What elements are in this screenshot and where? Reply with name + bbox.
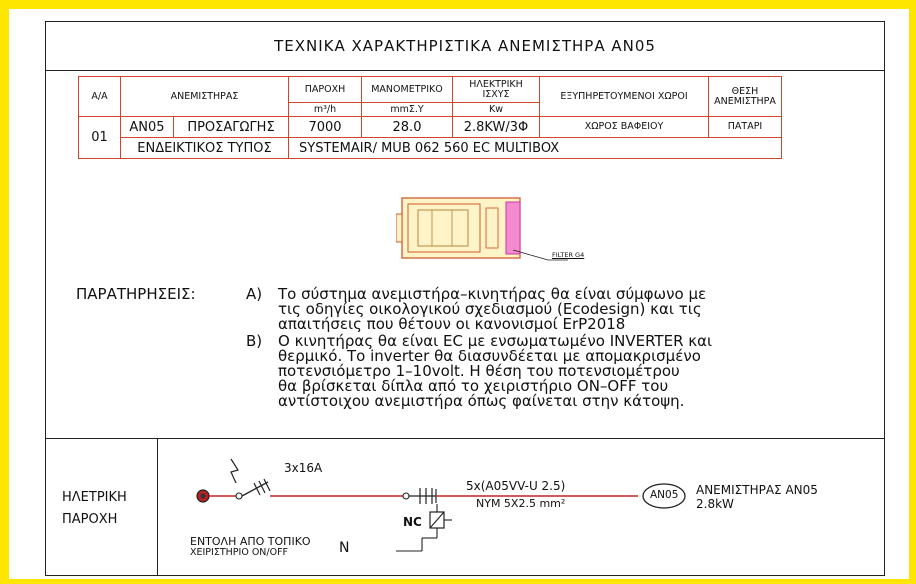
drawing-sheet (45, 21, 885, 576)
power-supply-label (62, 487, 127, 531)
power-supply-section (46, 438, 884, 576)
command-line-1: ΕΝΤΟΛΗ ΑΠΟ ΤΟΠΙΚΟ (190, 535, 311, 548)
row-position: ΠΑΤΑΡΙ (709, 117, 782, 138)
indicative-value: SYSTEMAIR/ MUB 062 560 EC MULTIBOX (289, 138, 782, 159)
header-position: ΘΕΣΗ ΑΝΕΜΙΣΤΗΡΑ (709, 77, 782, 117)
row-aa: 01 (79, 117, 121, 159)
remark-a-mark: Α) (246, 285, 263, 303)
remarks-label: ΠΑΡΑΤΗΡΗΣΕΙΣ: (76, 285, 196, 303)
row-power: 2.8KW/3Φ (453, 117, 540, 138)
row-code: ΑΝ05 (121, 117, 174, 138)
breaker-rating: 3x16A (284, 461, 323, 475)
row-type: ΠΡΟΣΑΓΩΓΗΣ (174, 117, 289, 138)
row-spaces: ΧΩΡΟΣ ΒΑΦΕΙΟΥ (540, 117, 709, 138)
unit-pressure: mmΣ.Υ (362, 103, 453, 117)
power-label-line-2: ΠΑΡΟΧΗ (62, 512, 118, 527)
fan-power: 2.8kW (696, 497, 734, 511)
cable-spec: 5x(A05VV-U 2.5) (466, 479, 566, 493)
frame-left-border (0, 0, 9, 584)
remark-b-line-5: αντίστοιχου ανεμιστήρα όπως φαίνεται στην κάτοψη. (278, 392, 685, 410)
filter-label: FILTER G4 (552, 251, 585, 259)
command-n-terminal: N (339, 540, 350, 556)
frame-bottom-border (0, 579, 916, 584)
header-power: ΗΛΕΚΤΡΙΚΗ ΙΣΧΥΣ (453, 77, 540, 103)
frame-top-border (0, 0, 916, 9)
remark-b-line-3: ποτενσιόμετρο 1–10volt. Η θέση του ποτενσιομέτρου (278, 362, 680, 380)
fan-label: ΑΝΕΜΙΣΤΗΡΑΣ ΑΝ05 (696, 483, 818, 497)
unit-plan-figure (396, 194, 568, 268)
unit-flow: m³/h (289, 103, 362, 117)
header-spaces: ΕΞΥΠΗΡΕΤΟΥΜΕΝΟΙ ΧΩΡΟΙ (540, 77, 709, 117)
unit-power: Kw (453, 103, 540, 117)
sheet-title-row (46, 22, 884, 71)
command-line-2: ΧΕΙΡΙΣΤΗΡΙΟ ON/OFF (190, 547, 289, 558)
remark-a-line-2: τις οδηγίες οικολογικού σχεδιασμού (Ecodesign) και τις (278, 300, 702, 318)
header-fan: ΑΝΕΜΙΣΤΗΡΑΣ (121, 77, 289, 117)
cable-spec-alt: NYM 5X2.5 mm² (476, 497, 566, 510)
header-pressure: ΜΑΝΟΜΕΤΡΙΚΟ (362, 77, 453, 103)
spec-table (78, 76, 782, 159)
remark-a-line-1: Το σύστημα ανεμιστήρα–κινητήρας θα είναι σύμφωνο με (278, 285, 707, 303)
remark-b-line-2: θερμικό. Το inverter θα διασυνδέεται με απομακρισμένο (278, 347, 701, 365)
remark-a-line-3: απαιτήσεις που θέτουν οι κανονισμοί ErP2018 (278, 315, 626, 333)
remark-b-mark: Β) (246, 332, 263, 350)
power-label-line-1: ΗΛΕΤΡΙΚΗ (62, 490, 127, 505)
indicative-label: ΕΝΔΕΙΚΤΙΚΟΣ ΤΥΠΟΣ (121, 138, 289, 159)
row-pressure: 28.0 (362, 117, 453, 138)
remark-b-line-1: Ο κινητήρας θα είναι EC με ενσωματωμένο INVERTER και (278, 332, 713, 350)
sheet-title: ΤΕΧΝΙΚΑ ΧΑΡΑΚΤΗΡΙΣΤΙΚΑ ΑΝΕΜΙΣΤΗΡΑ ΑΝ05 (274, 37, 656, 55)
fan-code-badge: AN05 (650, 489, 679, 501)
nc-contact-label: NC (403, 515, 422, 529)
header-flow: ΠΑΡΟΧΗ (289, 77, 362, 103)
row-flow: 7000 (289, 117, 362, 138)
frame-right-border (909, 0, 916, 584)
header-aa: Α/Α (79, 77, 121, 117)
remark-b-line-4: θα βρίσκεται δίπλα από το χειριστήριο ON–OFF του (278, 377, 669, 395)
